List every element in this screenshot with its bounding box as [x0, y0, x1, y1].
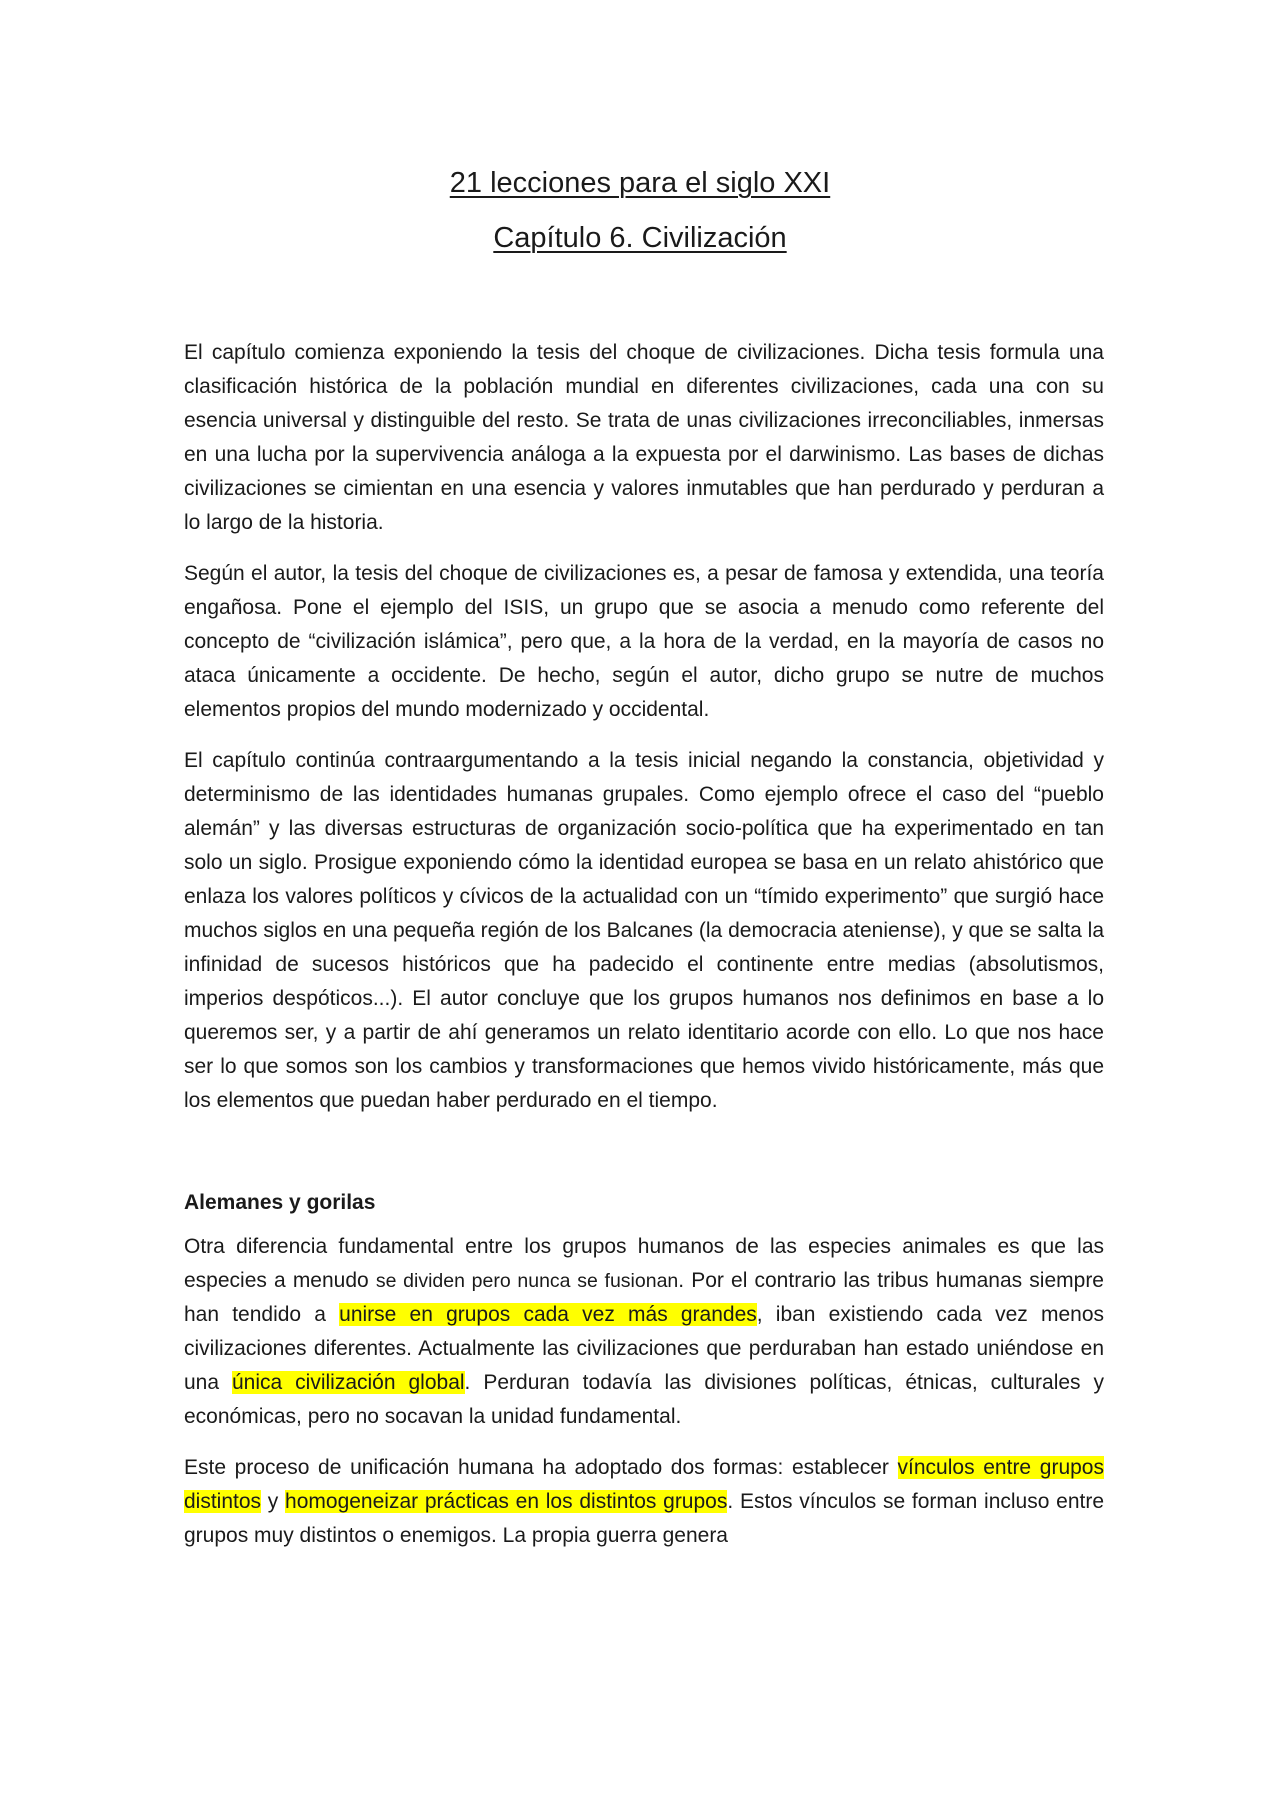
highlighted-text: homogeneizar prácticas en los distintos grupos	[285, 1490, 728, 1513]
text-span: . Estos vínculos se forman incluso entre grupos muy distintos o enemigos. La propia guerra genera	[184, 1490, 1105, 1547]
text-span-small: se dividen pero nunca se fusionan	[375, 1270, 679, 1292]
highlighted-text: única civilización global	[232, 1371, 465, 1394]
text-span: . Por el contrario las tribus humanas siempre han tendido a	[184, 1269, 1104, 1326]
highlighted-text: vínculos entre grupos distintos	[184, 1456, 1104, 1513]
section-paragraph-1	[184, 1230, 1104, 1434]
paragraph-1: El capítulo comienza exponiendo la tesis del choque de civilizaciones. Dicha tesis formula una clasificación histórica de la población mundial en diferentes civilizaciones, cada una con su esencia universal y distinguible del resto. Se trata de unas civilizaciones irreconciliables, inmersas en una lucha por la supervivencia análoga a la expuesta por el darwinismo. Las bases de dichas civilizaciones se cimientan en una esencia y valores inmutables que han perdurado y perduran a lo largo de la historia.	[184, 341, 1104, 534]
paragraph-2: Según el autor, la tesis del choque de civilizaciones es, a pesar de famosa y extendida, una teoría engañosa. Pone el ejemplo del ISIS, un grupo que se asocia a menudo como referente del concepto de “civilización islámica”, pero que, a la hora de la verdad, en la mayoría de casos no ataca únicamente a occidente. De hecho, según el autor, dicho grupo se nutre de muchos elementos propios del mundo modernizado y occidental.	[184, 562, 1104, 721]
text-span: . Perduran todavía las divisiones políticas, étnicas, culturales y económicas, pero no socavan la unidad fundamental.	[184, 1371, 1104, 1428]
text-span: , iban existiendo cada vez menos civilizaciones diferentes. Actualmente las civilizaciones que perduraban han estado uniéndose en una	[184, 1303, 1104, 1394]
paragraph-3: El capítulo continúa contraargumentando a la tesis inicial negando la constancia, objetividad y determinismo de las identidades humanas grupales. Como ejemplo ofrece el caso del “pueblo alemán” y las diversas estructuras de organización socio-política que ha experimentado en tan solo un siglo. Prosigue exponiendo cómo la identidad europea se basa en un relato ahistórico que enlaza los valores políticos y cívicos de la actualidad con un “tímido experimento” que surgió hace muchos siglos en una pequeña región de los Balcanes (la democracia ateniense), y que se salta la infinidad de sucesos históricos que ha padecido el continente entre medias (absolutismos, imperios despóticos...). El autor concluye que los grupos humanos nos definimos en base a lo queremos ser, y a partir de ahí generamos un relato identitario acorde con ello. Lo que nos hace ser lo que somos son los cambios y transformaciones que hemos vivido históricamente, más que los elementos que puedan haber perdurado en el tiempo.	[184, 749, 1104, 1112]
document-title: 21 lecciones para el siglo XXI	[449, 167, 831, 199]
section-paragraph-2	[184, 1451, 1104, 1553]
text-span: y	[261, 1490, 286, 1513]
chapter-title: Capítulo 6. Civilización	[493, 222, 787, 254]
highlighted-text: unirse en grupos cada vez más grandes	[339, 1303, 757, 1326]
text-span: Este proceso de unificación humana ha adoptado dos formas: establecer	[184, 1456, 898, 1479]
text-span: Otra diferencia fundamental entre los grupos humanos de las especies animales es que las especies a menudo	[184, 1235, 1104, 1292]
section-heading: Alemanes y gorilas	[184, 1191, 376, 1214]
document-body	[184, 336, 1104, 1570]
title-block	[0, 156, 1280, 266]
